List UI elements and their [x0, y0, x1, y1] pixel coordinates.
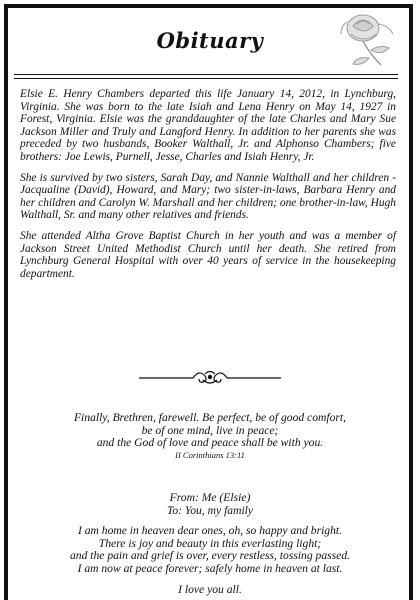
page-title: Obituary [156, 28, 264, 53]
obituary-body [20, 88, 396, 288]
poem-to: To: You, my family [166, 503, 254, 517]
paragraph-church-career: She attended Altha Grove Baptist Church in her youth and was a member of Jackson Street United Methodist Church until her death. She retired from Lynchburg General Hospital with over 40 years of service in the housekeeping department. [20, 229, 396, 280]
poem-line: and the pain and grief is over, every restless, tossing passed. [69, 549, 351, 563]
scripture-verse [20, 412, 400, 460]
poem-line: There is joy and beauty in this everlasting light; [98, 536, 322, 550]
paragraph-survivors: She is survived by two sisters, Sarah Day, and Nannie Walthall and her children - Jacqualine (David), Howard, and Mary; two sister-in-laws, Barbara Henry and her children and Carolyn W. Marshall and her children; one brother-in-law, Hugh Walthall, Sr. and many other relatives and friends. [20, 171, 396, 222]
title-rule-top [14, 74, 398, 75]
farewell-poem [20, 492, 400, 596]
paragraph-biography: Elsie E. Henry Chambers departed this life January 14, 2012, in Lynchburg, Virginia. She was born to the late Isiah and Lena Henry on May 14, 1927 in Forest, Virginia. Elsie was the granddaughter of the late Charles and Mary Sue Jackson Miller and Truly and Langford Henry. In addition to her parents she was preceded by two husbands, Booker Walthall, Jr. and Alphonso Chambers; five brothers: Joe Lewis, Purnell, Jesse, Charles and Isiah Henry, Jr. [20, 88, 396, 163]
ornamental-divider-icon [135, 366, 285, 388]
title-rule-bottom [14, 78, 398, 79]
poem-line: I am home in heaven dear ones, oh, so happy and bright. [77, 524, 343, 538]
poem-line: I am now at peace forever; safely home in heaven at last. [77, 561, 343, 575]
verse-line: and the God of love and peace shall be with you. [96, 436, 324, 450]
verse-line: be of one mind, live in peace; [141, 423, 279, 437]
verse-line: Finally, Brethren, farewell. Be perfect, be of good comfort, [73, 411, 347, 424]
poem-from: From: Me (Elsie) [169, 491, 251, 504]
poem-closing: I love you all. [178, 582, 242, 596]
verse-reference: II Corinthians 13:11 [175, 449, 245, 460]
